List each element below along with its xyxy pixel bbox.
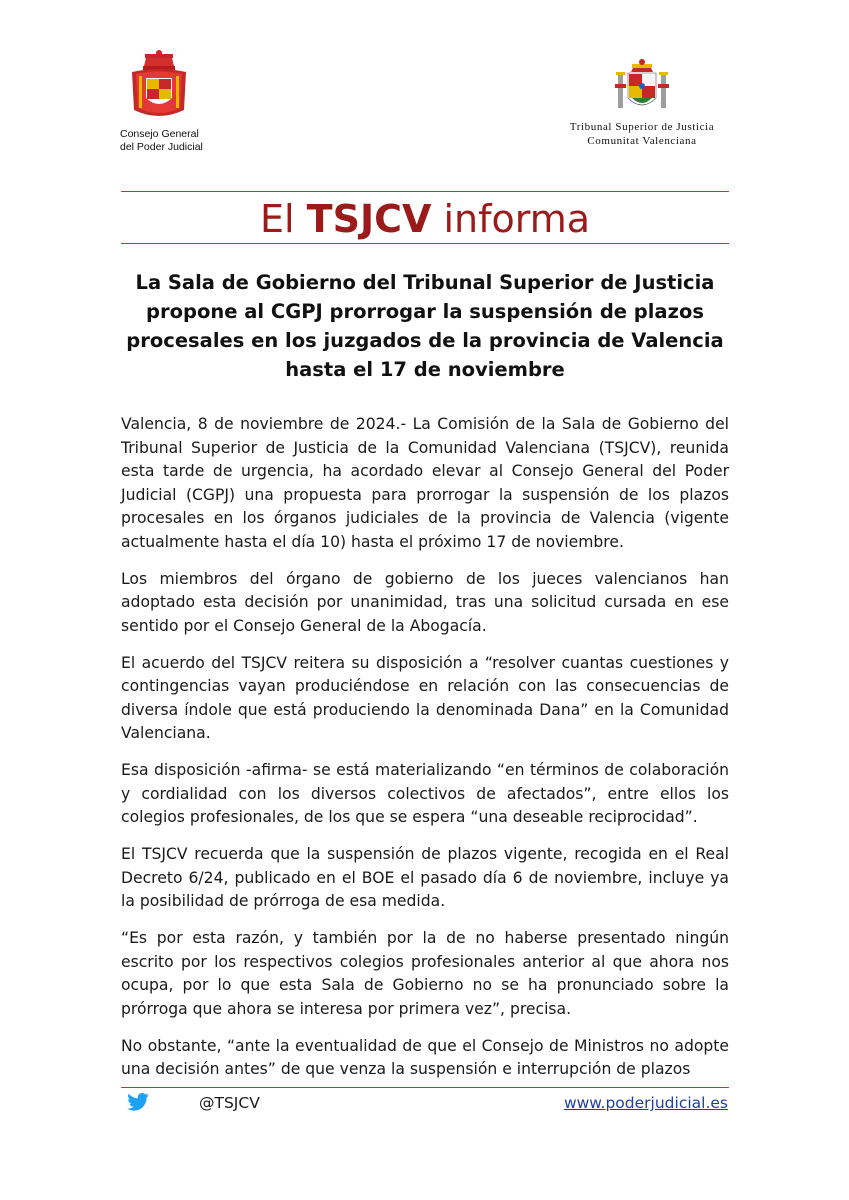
masthead	[121, 196, 729, 242]
footer-rule	[121, 1087, 729, 1088]
body-paragraph: No obstante, “ante la eventualidad de que el Consejo de Ministros no adopte una decisión antes” de que venza la suspensión e interrupción de plazos	[121, 1036, 729, 1078]
tsjcv-logo	[552, 58, 732, 148]
cgpj-caption-line2: del Poder Judicial	[120, 141, 203, 153]
twitter-bird-icon[interactable]	[127, 1093, 149, 1111]
tsjcv-caption-line1: Tribunal Superior de Justicia	[569, 121, 715, 133]
cgpj-caption-line1: Consejo General	[120, 128, 199, 140]
masthead-bottom-rule	[121, 243, 729, 244]
masthead-suffix: informa	[443, 197, 591, 241]
website-link[interactable]: www.poderjudicial.es	[563, 1094, 728, 1112]
spain-coat-of-arms-icon	[612, 58, 672, 116]
body-paragraph: El acuerdo del TSJCV reitera su disposición a “resolver cuantas cuestiones y contingencias vayan produciéndose en relación con las consecuencias de diversa índole que está produciendo la denominada Dana” en la Comunidad Valenciana.	[121, 653, 729, 742]
twitter-handle-link[interactable]: @TSJCV	[199, 1094, 260, 1112]
masthead-prefix: El	[259, 197, 295, 241]
tsjcv-caption-line2: Comunitat Valenciana	[587, 135, 697, 147]
masthead-brand: TSJCV	[306, 197, 432, 241]
cgpj-logo	[120, 50, 203, 154]
body-paragraph: Valencia, 8 de noviembre de 2024.- La Comisión de la Sala de Gobierno del Tribunal Superior de Justicia de la Comunidad Valenciana (TSJCV), reunida esta tarde de urgencia, ha acordado elevar al Consejo General del Poder Judicial (CGPJ) una propuesta para prorrogar la suspensión de los plazos procesales en los órganos judiciales de la provincia de Valencia (vigente actualmente hasta el día 10) hasta el próximo 17 de noviembre.	[121, 415, 729, 551]
body-paragraph: El TSJCV recuerda que la suspensión de plazos vigente, recogida en el Real Decreto 6/24, publicado en el BOE el pasado día 6 de noviembre, incluye ya la posibilidad de prórroga de esa medida.	[121, 845, 729, 910]
masthead-top-rule	[121, 191, 729, 192]
cgpj-coat-of-arms-icon	[126, 50, 192, 124]
body-paragraph: Esa disposición -afirma- se está materializando “en términos de colaboración y cordialidad con los diversos colectivos de afectados”, entre ellos los colegios profesionales, de los que se espera “una deseable reciprocidad”.	[121, 761, 729, 826]
body-paragraph: “Es por esta razón, y también por la de no haberse presentado ningún escrito por los respectivos colegios profesionales anterior al que ahora nos ocupa, por lo que esta Sala de Gobierno no se ha pronunciado sobre la prórroga que ahora se interesa por primera vez”, precisa.	[121, 929, 729, 1018]
body-paragraph: Los miembros del órgano de gobierno de los jueces valencianos han adoptado esta decisión por unanimidad, tras una solicitud cursada en ese sentido por el Consejo General de la Abogacía.	[121, 569, 729, 635]
press-release-headline: La Sala de Gobierno del Tribunal Superior de Justicia propone al CGPJ prorrogar la suspensión de plazos procesales en los juzgados de la provincia de Valencia hasta el 17 de noviembre	[126, 271, 724, 381]
press-release-body	[121, 413, 729, 1095]
